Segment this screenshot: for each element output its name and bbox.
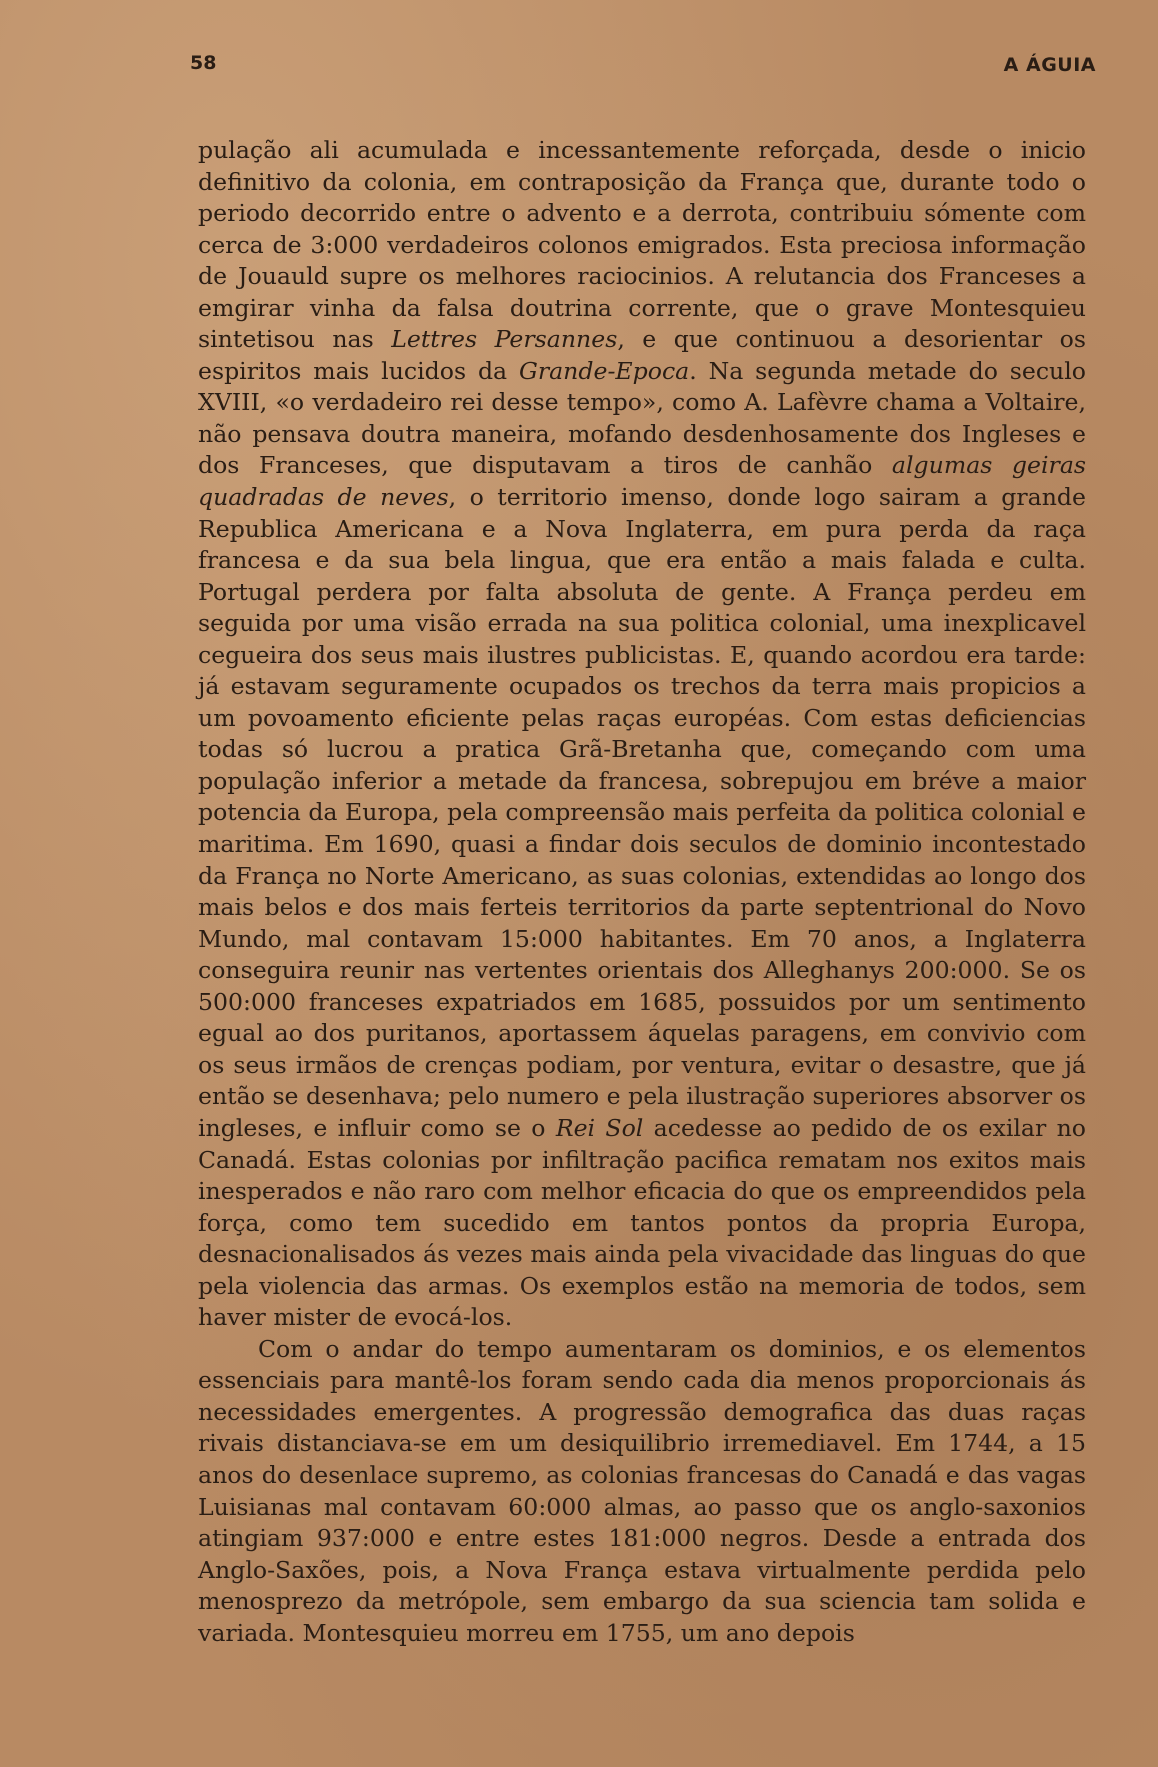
- text-run: , e que continuou a desorientar os espiritos mais lucidos da: [198, 325, 1086, 385]
- text-run: acedesse ao pedido de os exilar no Canadá. Estas colonias por infiltração pacifica rematam nos exitos mais inesperados e não raro com melhor eficacia do que os empreendidos pela força, como tem sucedido em tantos pontos da propria Europa, desnacionalisados ás vezes mais ainda pela vivacidade das linguas do que pela violencia das armas. Os exemplos estão na memoria de todos, sem haver mister de evocá-los.: [198, 1113, 1086, 1332]
- page-number: 58: [190, 52, 217, 74]
- italic-text-run: algumas geiras quadradas de neves: [198, 451, 1086, 512]
- body-text: [198, 135, 1086, 1649]
- italic-text-run: Lettres Persannes: [391, 325, 618, 354]
- italic-text-run: Rei Sol: [555, 1113, 644, 1142]
- text-run: , o territorio imenso, donde logo sairam a grande Republica Americana e a Nova Inglaterra, em pura perda da raça francesa e da sua bela lingua, que era então a mais falada e culta. Portugal perdera por falta absoluta de gente. A França perdeu em seguida por uma visão errada na sua politica colonial, uma inexplicavel cegueira dos seus mais ilustres publicistas. E, quando acordou era tarde: já estavam seguramente ocupados os trechos da terra mais propicios a um povoamento eficiente pelas raças européas. Com estas deficiencias todas só lucrou a pratica Grã-Bretanha que, começando com uma população inferior a metade da francesa, sobrepujou em bréve a maior potencia da Europa, pela compreensão mais perfeita da politica colonial e maritima. Em 1690, quasi a findar dois seculos de dominio incontestado da França no Norte Americano, as suas colonias, extendidas ao longo dos mais belos e dos mais ferteis territorios da parte septentrional do Novo Mundo, mal contavam 15:000 habitantes. Em 70 anos, a Inglaterra conseguira reunir nas vertentes orientais dos Alleghanys 200:000. Se os 500:000 franceses expatriados em 1685, possuidos por um sentimento egual ao dos puritanos, aportassem áquelas paragens, em convivio com os seus irmãos de crenças podiam, por ventura, evitar o desastre, que já então se desenhava; pelo numero e pela ilustração superiores absorver os ingleses, e influir como se o: [198, 483, 1086, 1142]
- running-title: A ÁGUIA: [1003, 54, 1096, 76]
- italic-text-run: Grande-Epoca: [518, 356, 690, 385]
- text-run: . Na segunda metade do seculo XVIII, «o verdadeiro rei desse tempo», como A. Lafèvre chama a Voltaire, não pensava doutra maneira, mofando desdenhosamente dos Ingleses e dos Franceses, que disputavam a tiros de canhão: [198, 356, 1086, 480]
- paragraph-1: [198, 135, 1086, 1334]
- text-run: Com o andar do tempo aumentaram os dominios, e os elementos essenciais para mantê-los foram sendo cada dia menos proporcionais ás necessidades emergentes. A progressão demografica das duas raças rivais distanciava-se em um desiquilibrio irremediavel. Em 1744, a 15 anos do desenlace supremo, as colonias francesas do Canadá e das vagas Luisianas mal contavam 60:000 almas, ao passo que os anglo-saxonios atingiam 937:000 e entre estes 181:000 negros. Desde a entrada dos Anglo-Saxões, pois, a Nova França estava virtualmente perdida pelo menosprezo da metrópole, sem embargo da sua sciencia tam solida e variada. Montesquieu morreu em 1755, um ano depois: [198, 1334, 1086, 1647]
- paragraph-2: [198, 1334, 1086, 1649]
- text-run: pulação ali acumulada e incessantemente reforçada, desde o inicio definitivo da colonia, em contraposição da França que, durante todo o periodo decorrido entre o advento e a derrota, contribuiu sómente com cerca de 3:000 verdadeiros colonos emigrados. Esta preciosa informação de Jouauld supre os melhores raciocinios. A relutancia dos Franceses a emgirar vinha da falsa doutrina corrente, que o grave Montesquieu sintetisou nas: [198, 136, 1086, 354]
